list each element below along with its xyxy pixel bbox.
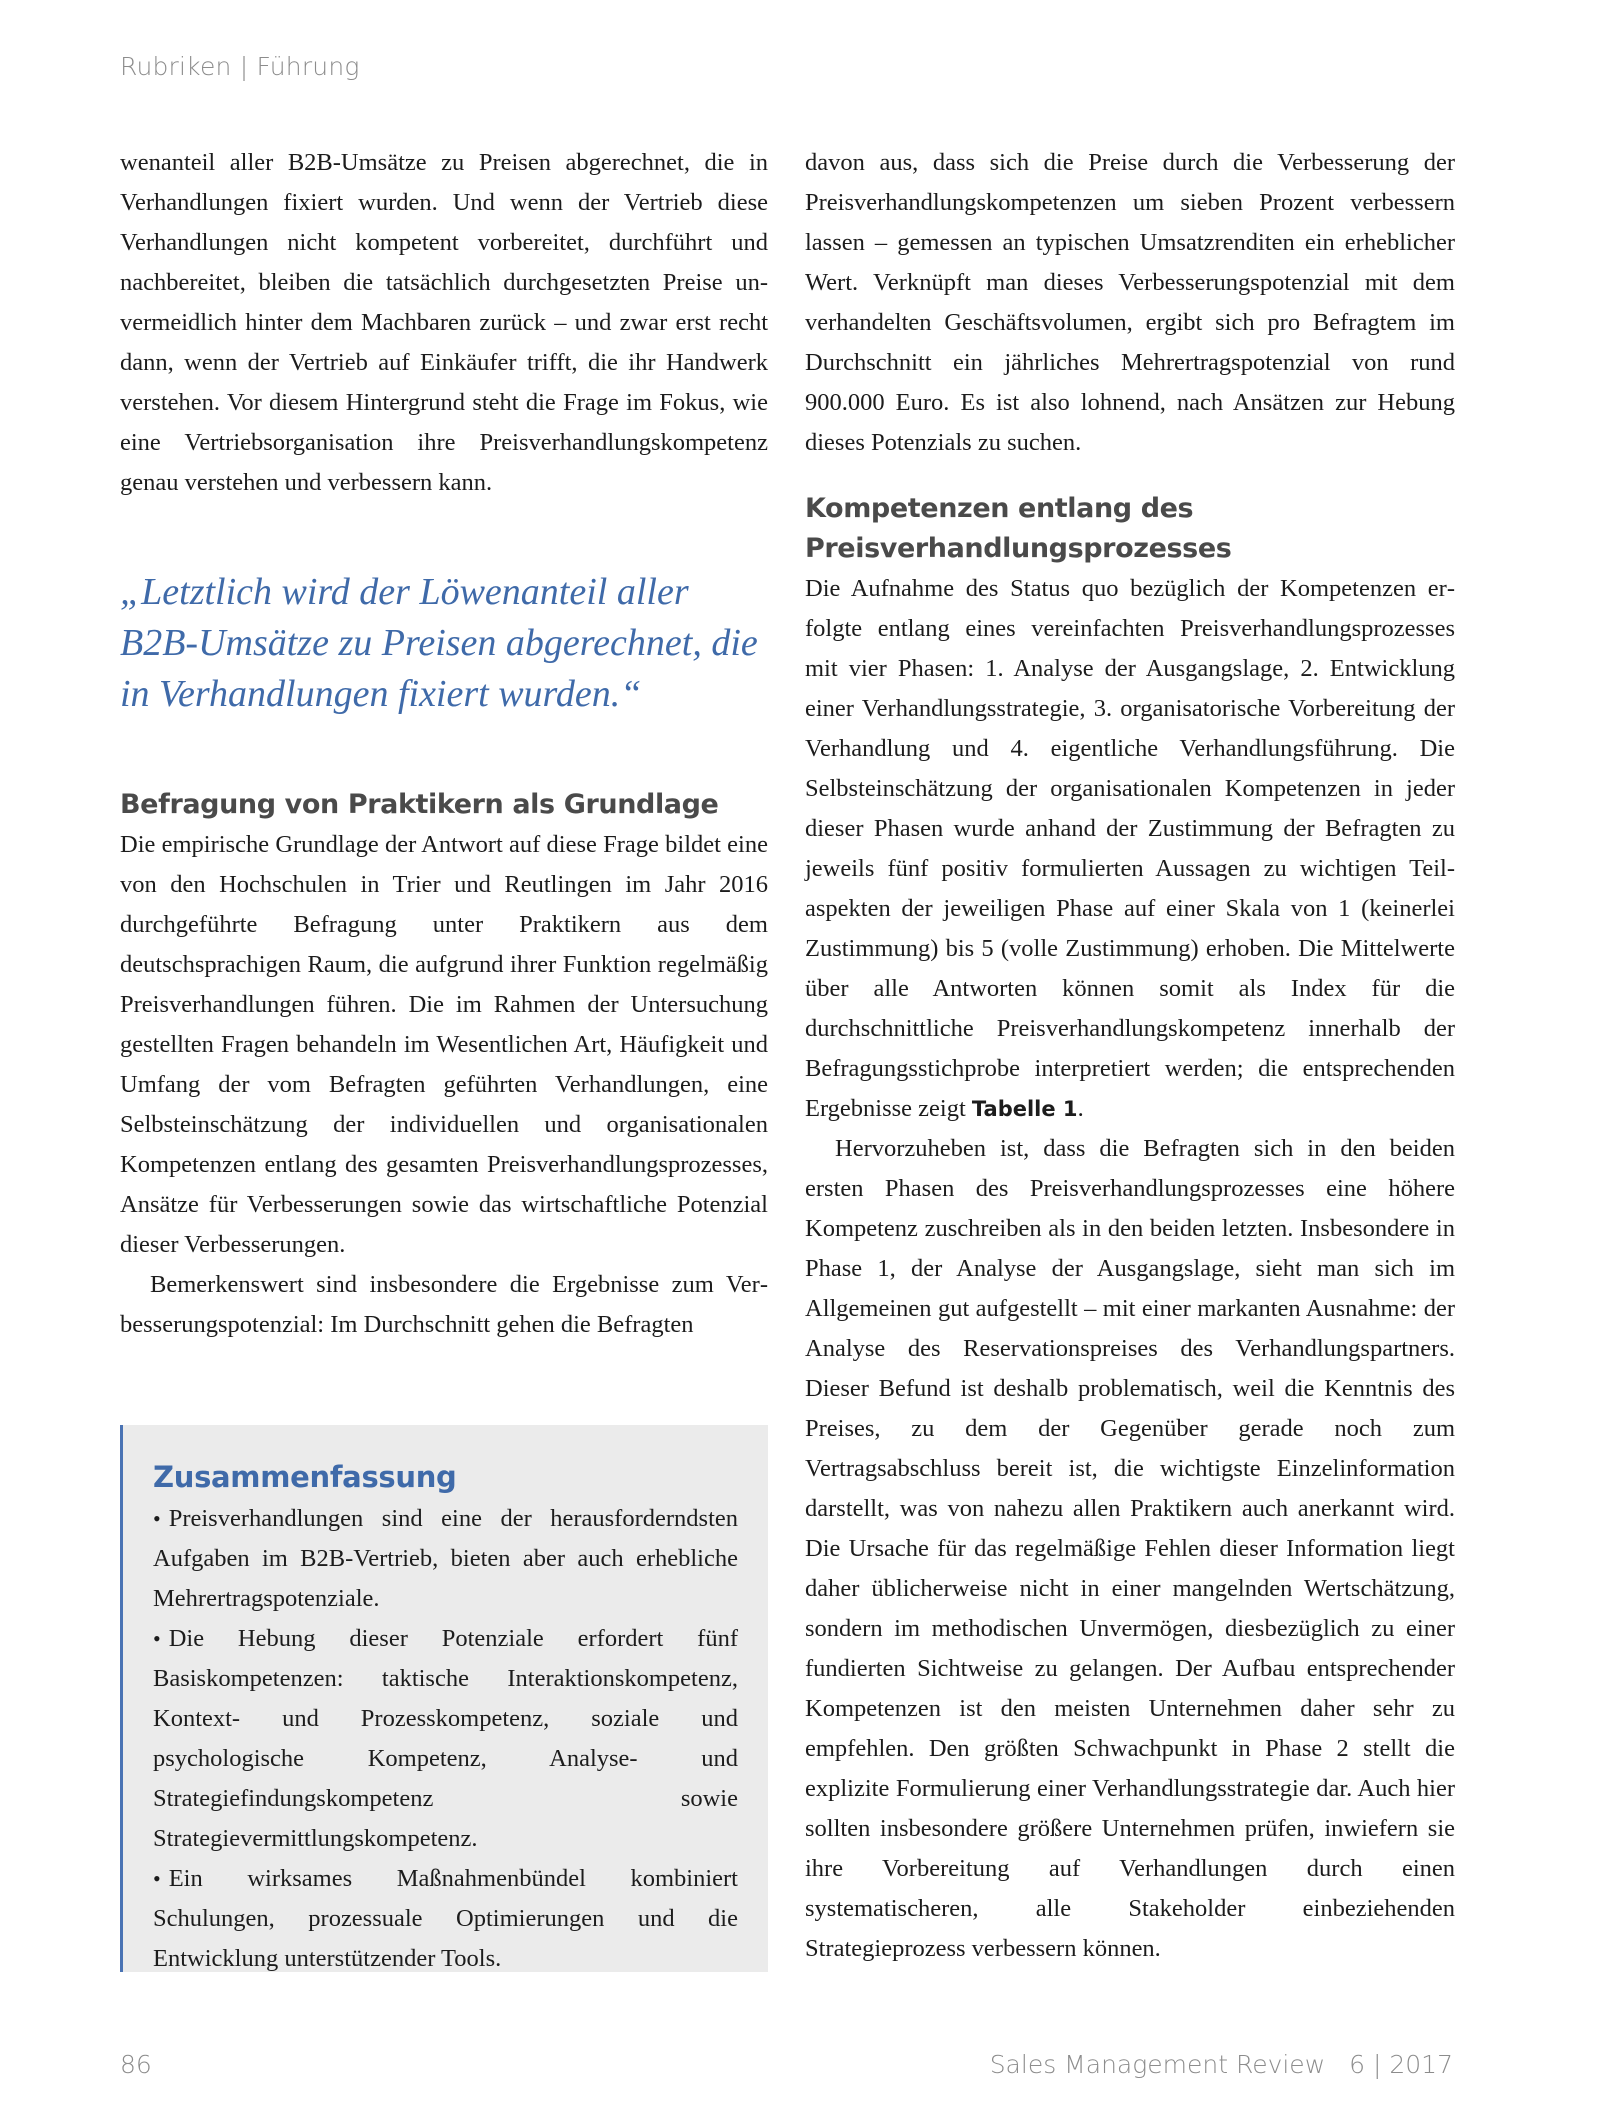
- section-heading-befragung: Befragung von Praktikern als Grundlage: [120, 789, 719, 820]
- publication-name: Sales Management Review: [989, 2050, 1326, 2079]
- body-paragraph: [805, 569, 1455, 1129]
- continued-paragraph: davon aus, dass sich die Preise durch die Verbesserung der Preisverhandlungskompetenzen um sieben Prozent verbessern lassen – gemessen an typischen Umsatzrenditen ein erheblicher Wert. Verknüpft man dieses Verbesserungspotenzial mit dem verhandelten Geschäftsvolumen, ergibt sich pro Befragtem im Durchschnitt ein jährliches Mehrertragspotenzial von rund 900.000 Euro. Es ist also lohnend, nach Ansätzen zur Hebung dieses Potenzials zu suchen.: [805, 149, 1455, 456]
- pull-quote: „Letztlich wird der Löwenanteil aller B2B-Umsätze zu Preisen abgerechnet, die in Verhandlungen fixiert wurden.“: [120, 571, 758, 715]
- summary-box: [120, 1425, 768, 1972]
- page-number: 86: [120, 2050, 152, 2079]
- summary-bullet: [153, 1619, 738, 1859]
- running-head: Rubriken | Führung: [120, 52, 360, 81]
- left-column: [120, 143, 768, 1345]
- body-paragraph: Bemerkenswert sind insbesondere die Ergebnisse zum Verbesserungspotenzial: Im Durchschnitt gehen die Befragten: [120, 1271, 768, 1338]
- summary-bullet-text: Die Hebung dieser Potenziale erfordert fünf Basiskompetenzen: taktische Interaktionskompetenz, Kontext- und Prozesskompetenz, soziale und psychologische Kompetenz, Analyse- und Strategiefindungskompetenz sowie Strategievermittlungskompetenz.: [153, 1625, 738, 1852]
- section-heading-kompetenzen: Kompetenzen entlang des Preisverhandlungsprozesses: [805, 493, 1232, 564]
- summary-bullet-text: Preisverhandlungen sind eine der herausforderndsten Aufgaben im B2B-Vertrieb, bieten aber auch erhebliche Mehrertragspotenziale.: [153, 1505, 738, 1612]
- body-paragraph: Die empirische Grundlage der Antwort auf diese Frage bildet eine von den Hochschulen in Trier und Reutlingen im Jahr 2016 durchgeführte Befragung unter Praktikern aus dem deutschsprachigen Raum, die aufgrund ihrer Funktion regelmäßig Preisverhandlungen führen. Die im Rahmen der Untersuchung gestellten Fragen behandeln im Wesentlichen Art, Häufigkeit und Umfang der vom Befragten geführten Verhandlungen, eine Selbsteinschätzung der individuellen und organisationalen Kompetenzen entlang des gesamten Preisverhandlungsprozesses, Ansätze für Verbesserungen sowie das wirtschaftliche Potenzial dieser Verbesserungen.: [120, 831, 768, 1258]
- summary-bullet-text: Ein wirksames Maßnahmenbündel kombiniert Schulungen, prozessuale Optimierungen und die Entwicklung unterstützender Tools.: [153, 1865, 738, 1972]
- issue-number: 6 | 2017: [1349, 2050, 1453, 2079]
- summary-bullet: [153, 1499, 738, 1619]
- summary-bullet: [153, 1859, 738, 1979]
- summary-title: Zusammenfassung: [153, 1460, 457, 1494]
- body-text: Die Aufnahme des Status quo bezüglich der Kompetenzen erfolgte entlang eines vereinfachten Preisverhandlungsprozesses mit vier Phasen: 1. Analyse der Ausgangslage, 2. Entwicklung einer Verhandlungsstrategie, 3. organisatorische Vorbereitung der Verhandlung und 4. eigentliche Verhandlungsführung. Die Selbsteinschätzung der organisationalen Kompetenzen in jeder dieser Phasen wurde anhand der Zustimmung der Befragten zu jeweils fünf positiv formulierten Aussagen zu wichtigen Teilaspekten der jeweiligen Phase auf einer Skala von 1 (keinerlei Zustimmung) bis 5 (volle Zustimmung) erhoben. Die Mittelwerte über alle Antworten können somit als Index für die durchschnittliche Preisverhandlungskompetenz innerhalb der Befragungsstichprobe interpretiert werden; die entsprechenden Ergebnisse zeigt: [805, 575, 1455, 1122]
- bullet-icon: •: [153, 1506, 161, 1531]
- footer-publication: [990, 2050, 1453, 2079]
- intro-paragraph: wenanteil aller B2B-Umsätze zu Preisen abgerechnet, die in Verhandlungen fixiert wurden. Und wenn der Vertrieb diese Verhandlungen nicht kompetent vorbereitet, durchführt und nachbereitet, bleiben die tatsächlich durchgesetzten Preise unvermeidlich hinter dem Machbaren zurück – und zwar erst recht dann, wenn der Vertrieb auf Einkäufer trifft, die ihr Handwerk verstehen. Vor diesem Hintergrund steht die Frage im Fokus, wie eine Vertriebsorganisation ihre Preisverhandlungskompetenz genau verstehen und verbessern kann.: [120, 149, 768, 496]
- table-reference-link[interactable]: Tabelle 1: [971, 1097, 1078, 1121]
- right-column: [805, 143, 1455, 1969]
- body-paragraph: Hervorzuheben ist, dass die Befragten sich in den beiden ersten Phasen des Preisverhandlungsprozesses eine höhere Kompetenz zuschreiben als in den beiden letzten. Insbesondere in Phase 1, der Analyse der Ausgangslage, sieht man sich im Allgemeinen gut aufgestellt – mit einer markanten Ausnahme: der Analyse des Reservationspreises des Verhandlungspartners. Dieser Befund ist deshalb problematisch, weil die Kenntnis des Preises, zu dem der Gegenüber gerade noch zum Vertragsabschluss bereit ist, die wichtigste Einzelinformation darstellt, was von nahezu allen Praktikern auch anerkannt wird. Die Ursache für das regelmäßige Fehlen dieser Information liegt daher üblicherweise nicht in einer mangelnden Wertschätzung, sondern im methodischen Unvermögen, diesbezüglich zu einer fundierten Sichtweise zu gelangen. Der Aufbau entsprechender Kompetenzen ist den meisten Unternehmen daher sehr zu empfehlen. Den größten Schwachpunkt in Phase 2 stellt die explizite Formulierung einer Verhandlungsstrategie dar. Auch hier sollten insbesondere größere Unternehmen prüfen, inwiefern sie ihre Vorbereitung auf Verhandlungen durch einen systematischeren, alle Stakeholder einbeziehenden Strategieprozess verbessern können.: [805, 1135, 1455, 1962]
- punctuation: .: [1077, 1095, 1084, 1122]
- bullet-icon: •: [153, 1626, 161, 1651]
- bullet-icon: •: [153, 1866, 161, 1891]
